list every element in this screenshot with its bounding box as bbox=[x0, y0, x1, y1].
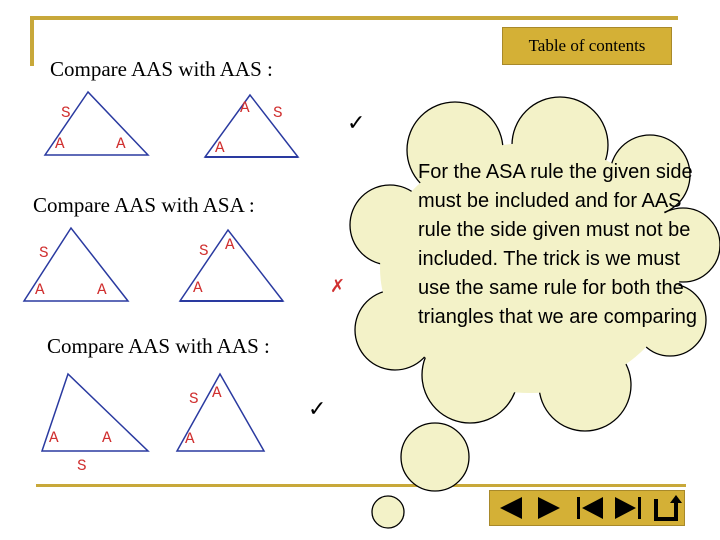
t3-right-label-3: A bbox=[185, 430, 195, 448]
last-icon bbox=[610, 493, 650, 523]
return-icon bbox=[648, 493, 684, 523]
cross-mark-2: ✗ bbox=[330, 276, 346, 297]
check-mark-1: ✓ bbox=[347, 111, 366, 136]
last-button[interactable] bbox=[610, 493, 650, 523]
comparison-2-heading: Compare AAS with ASA : bbox=[33, 193, 255, 217]
t2-right-label-2: A bbox=[225, 236, 235, 254]
table-of-contents-button[interactable]: Table of contents bbox=[502, 27, 672, 65]
t1-right-label-3: A bbox=[215, 139, 225, 157]
t2-left-label-1: S bbox=[39, 244, 49, 262]
first-button[interactable] bbox=[570, 493, 610, 523]
t2-left-label-2: A bbox=[35, 281, 45, 299]
comparison-3-heading: Compare AAS with AAS : bbox=[47, 334, 270, 358]
t2-right-label-3: A bbox=[193, 279, 203, 297]
t1-right-label-2: S bbox=[273, 104, 283, 122]
t1-left-label-2: A bbox=[55, 135, 65, 153]
first-icon bbox=[570, 493, 610, 523]
next-button[interactable] bbox=[530, 493, 570, 523]
comparison-1-heading: Compare AAS with AAS : bbox=[50, 57, 273, 81]
t3-right-label-2: A bbox=[212, 384, 222, 402]
next-icon bbox=[530, 493, 570, 523]
check-mark-3: ✓ bbox=[308, 397, 327, 422]
previous-icon bbox=[490, 493, 530, 523]
t3-left-label-3: S bbox=[77, 457, 87, 475]
explanation-text: For the ASA rule the given side must be included and for AAS rule the side given must not be included. The trick is we must use the same rule for both the triangles that we are comparing bbox=[418, 161, 698, 328]
t1-right-label-1: A bbox=[240, 99, 250, 117]
t3-left-label-2: A bbox=[102, 429, 112, 447]
t3-right-label-1: S bbox=[189, 390, 199, 408]
t1-left-label-3: A bbox=[116, 135, 126, 153]
t1-left-label-1: S bbox=[61, 104, 71, 122]
navigation-bar bbox=[489, 490, 685, 526]
t2-left-label-3: A bbox=[97, 281, 107, 299]
t3-left-label-1: A bbox=[49, 429, 59, 447]
return-button[interactable] bbox=[648, 493, 684, 523]
previous-button[interactable] bbox=[490, 493, 530, 523]
t2-right-label-1: S bbox=[199, 242, 209, 260]
